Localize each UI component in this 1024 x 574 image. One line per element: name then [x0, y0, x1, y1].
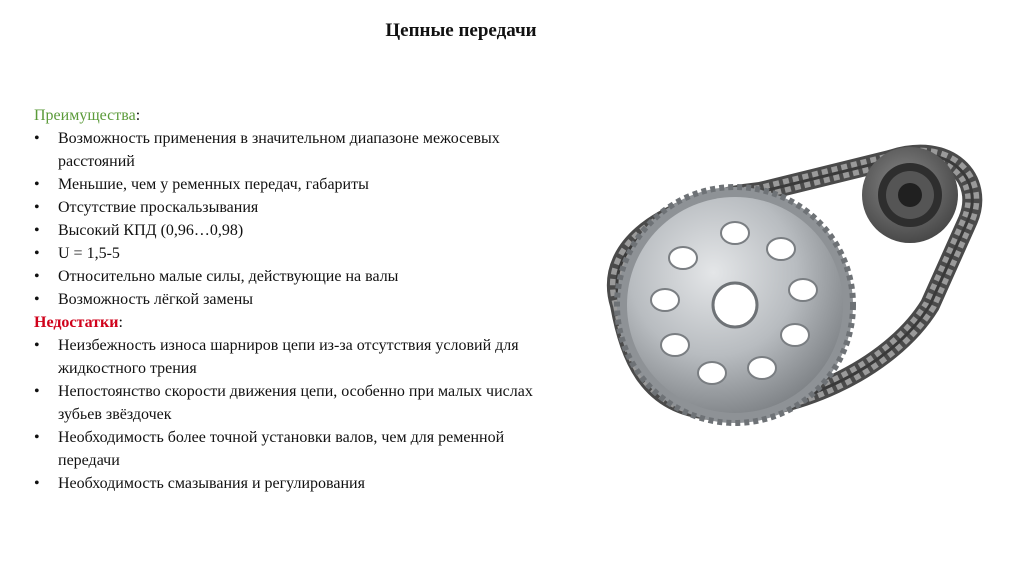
chain-drive-image	[590, 130, 990, 430]
list-item: • Непостоянство скорости движения цепи, особенно при малых числах зубьев звёздочек	[34, 383, 533, 423]
advantages-list	[34, 127, 534, 311]
content-text	[34, 104, 534, 495]
disadvantages-heading-colon: :	[118, 314, 123, 331]
list-item: • U = 1,5-5	[34, 245, 120, 262]
large-sprocket-icon	[617, 187, 853, 423]
list-item: • Отсутствие проскальзывания	[34, 199, 259, 216]
disadvantages-heading	[34, 311, 534, 334]
disadvantages-heading-label: Недостатки	[34, 314, 119, 331]
list-item: • Возможность лёгкой замены	[34, 291, 254, 308]
list-item: • Необходимость более точной установки валов, чем для ременной передачи	[34, 429, 505, 469]
page-title: Цепные передачи	[385, 20, 537, 41]
list-item: • Высокий КПД (0,96…0,98)	[34, 222, 244, 239]
advantages-heading-colon: :	[135, 107, 141, 124]
small-sprocket-icon	[862, 147, 958, 243]
list-item: • Меньшие, чем у ременных передач, габариты	[34, 176, 369, 193]
list-item: • Возможность применения в значительном диапазоне межосевых расстояний	[34, 130, 500, 170]
list-item: • Необходимость смазывания и регулирования	[34, 475, 365, 492]
disadvantages-list	[34, 334, 534, 495]
list-item: • Относительно малые силы, действующие на валы	[34, 268, 399, 285]
advantages-heading-label: Преимущества	[34, 107, 136, 124]
list-item: • Неизбежность износа шарниров цепи из-за отсутствия условий для жидкостного трения	[34, 337, 519, 377]
advantages-heading	[34, 104, 534, 127]
